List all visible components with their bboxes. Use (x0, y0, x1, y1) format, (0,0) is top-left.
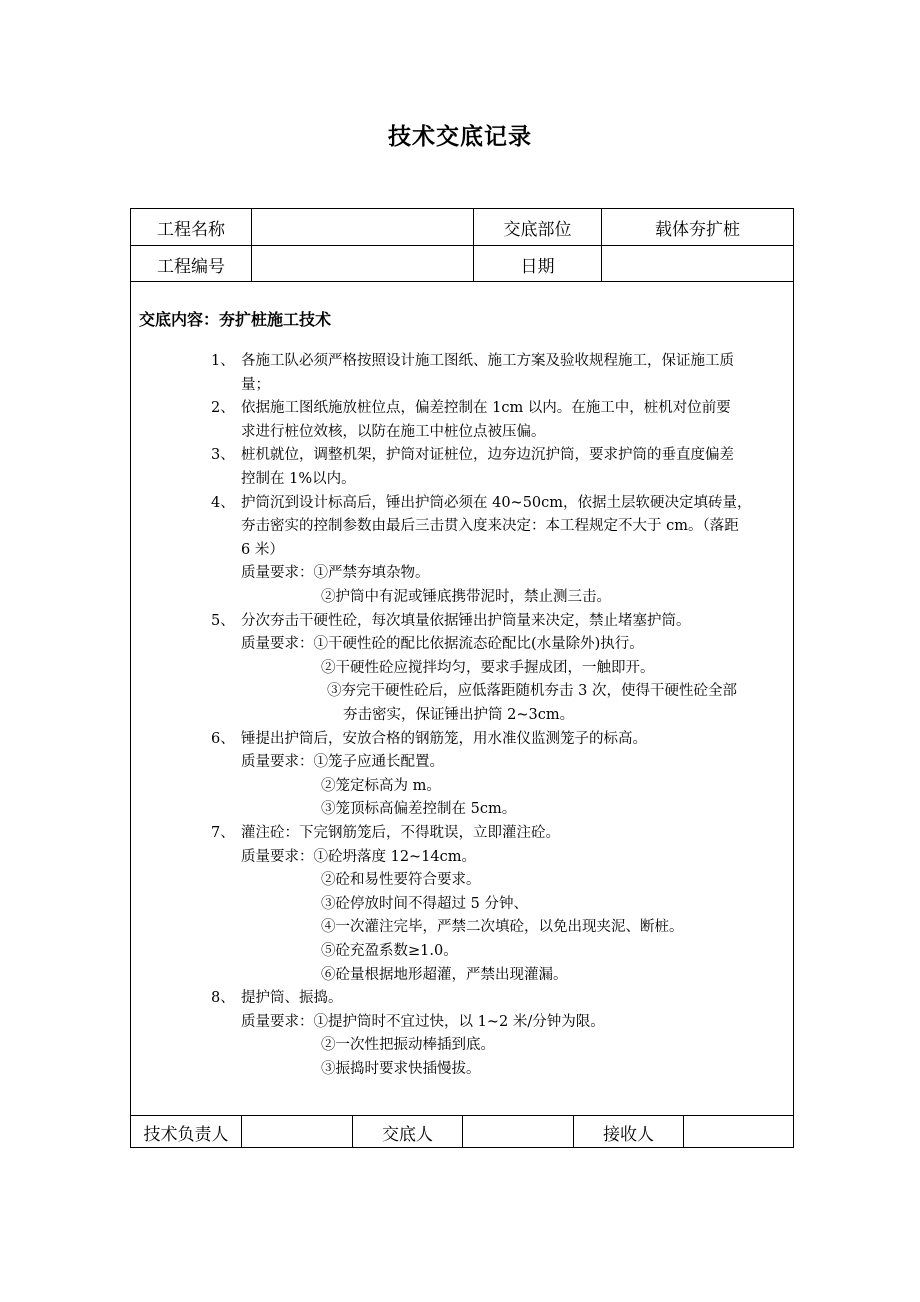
disclosure-table (130, 208, 794, 1148)
project-number-label: 工程编号 (157, 256, 225, 277)
content-line: 分次夯击干硬性砼，每次填量依据锤出护筒量来决定，禁止堵塞护筒。 (241, 613, 691, 629)
content-line: 夯击密实，保证锤出护筒 2~3cm。 (343, 707, 575, 723)
item-number: 2、 (211, 400, 235, 416)
content-line: 质量要求：①笼子应通长配置。 (241, 754, 444, 770)
content-line: 锤提出护筒后，安放合格的钢筋笼，用水准仪监测笼子的标高。 (241, 731, 647, 747)
item-number: 3、 (211, 447, 235, 463)
content-line: 护筒沉到设计标高后，锤出护筒必须在 40~50cm，依据土层软硬决定填砖量， (241, 495, 752, 511)
item-number: 7、 (211, 825, 235, 841)
item-number: 8、 (211, 990, 235, 1006)
project-number-value (252, 246, 473, 282)
content-line: 求进行桩位效核，以防在施工中桩位点被压偏。 (241, 424, 546, 440)
content-line: 控制在 1%以内。 (241, 471, 356, 487)
receiver-label: 接收人 (603, 1124, 654, 1145)
disclosure-part-value: 载体夯扩桩 (655, 219, 740, 240)
content-line: 6 米） (241, 542, 284, 558)
content-line: ⑤砼充盈系数≥1.0。 (321, 943, 458, 959)
disclosure-part-label: 交底部位 (503, 219, 572, 240)
content-line: ②护筒中有泥或锤底携带泥时，禁止测三击。 (321, 589, 611, 605)
content-line: ②笼定标高为 m。 (321, 778, 441, 794)
content-line: ④一次灌注完毕，严禁二次填砼，以免出现夹泥、断桩。 (321, 919, 684, 935)
tech-lead-value (242, 1116, 352, 1148)
tech-lead-label: 技术负责人 (143, 1124, 229, 1145)
receiver-value (684, 1116, 793, 1148)
content-line: 各施工队必须严格按照设计施工图纸、施工方案及验收规程施工，保证施工质 (241, 353, 734, 369)
content-line: 依据施工图纸施放桩位点，偏差控制在 1cm 以内。在施工中，桩机对位前要 (241, 400, 731, 416)
date-value (602, 246, 793, 282)
item-number: 5、 (211, 613, 235, 629)
item-number: 4、 (211, 495, 235, 511)
content-line: ③夯完干硬性砼后，应低落距随机夯击 3 次，使得干硬性砼全部 (327, 683, 737, 699)
content-line: 灌注砼：下完钢筋笼后，不得耽误，立即灌注砼。 (241, 825, 560, 841)
date-label: 日期 (520, 256, 555, 277)
content-line: ②干硬性砼应搅拌均匀，要求手握成团，一触即开。 (321, 660, 655, 676)
content-heading: 交底内容：夯扩桩施工技术 (139, 310, 332, 329)
item-number: 1、 (211, 353, 235, 369)
content-line: ②一次性把振动棒插到底。 (321, 1037, 495, 1053)
content-line: ③振捣时要求快插慢拔。 (321, 1061, 481, 1077)
item-number: 6、 (211, 731, 235, 747)
content-line: ③笼顶标高偏差控制在 5cm。 (321, 801, 517, 817)
content-line: ②砼和易性要符合要求。 (321, 872, 481, 888)
document-title: 技术交底记录 (388, 123, 532, 150)
content-line: 夯击密实的控制参数由最后三击贯入度来决定：本工程规定不大于 cm。（落距 (241, 518, 739, 534)
content-line: 质量要求：①提护筒时不宜过快，以 1~2 米/分钟为限。 (241, 1014, 605, 1030)
discloser-value (463, 1116, 573, 1148)
content-line: 质量要求：①严禁夯填杂物。 (241, 565, 430, 581)
content-line: 桩机就位，调整机架，护筒对证桩位，边夯边沉护筒，要求护筒的垂直度偏差 (241, 447, 734, 463)
content-line: ⑥砼量根据地形超灌，严禁出现灌漏。 (321, 967, 568, 983)
project-name-label: 工程名称 (157, 219, 225, 240)
content-line: 质量要求：①砼坍落度 12~14cm。 (241, 849, 477, 865)
project-name-value (252, 209, 473, 245)
content-line: 量； (241, 377, 270, 393)
content-line: 提护筒、振捣。 (241, 990, 343, 1006)
content-line: ③砼停放时间不得超过 5 分钟、 (321, 896, 528, 912)
content-line: 质量要求：①干硬性砼的配比依据流态砼配比(水量除外)执行。 (241, 636, 644, 652)
discloser-label: 交底人 (382, 1124, 433, 1145)
